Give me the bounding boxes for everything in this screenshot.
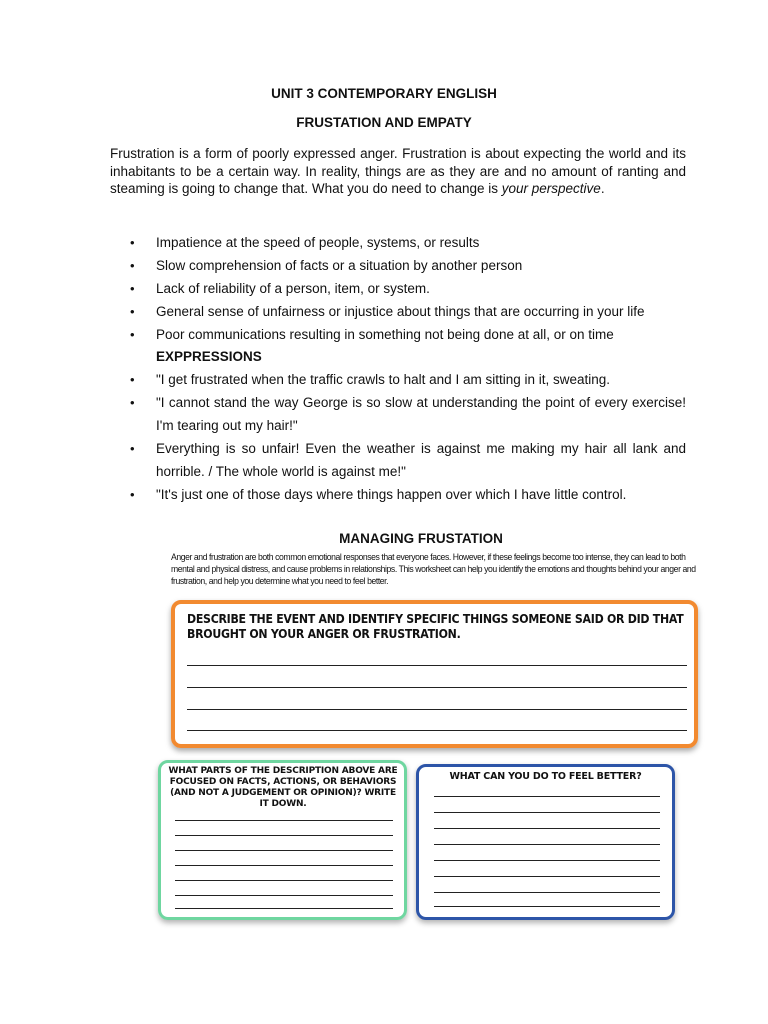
writing-line[interactable] (175, 835, 393, 836)
writing-line[interactable] (434, 860, 660, 861)
topic-title: FRUSTATION AND EMPATY (296, 115, 472, 130)
writing-line[interactable] (434, 876, 660, 877)
facts-prompt: WHAT PARTS OF THE DESCRIPTION ABOVE ARE FOCUSED ON FACTS, ACTIONS, OR BEHAVIORS (AND NOT A JUDGEMENT OR OPINION)? WRITE IT DOWN. (168, 766, 398, 809)
writing-line[interactable] (434, 828, 660, 829)
writing-line[interactable] (175, 850, 393, 851)
list-item: • "It's just one of those days where things happen over which I have little control. (130, 483, 686, 506)
writing-line[interactable] (434, 906, 660, 907)
writing-line[interactable] (175, 895, 393, 896)
writing-line[interactable] (175, 880, 393, 881)
list-item: • "I get frustrated when the traffic crawls to halt and I am sitting in it, sweating. (130, 368, 686, 391)
list-item: • Impatience at the speed of people, systems, or results (130, 231, 686, 254)
writing-line[interactable] (434, 844, 660, 845)
writing-line[interactable] (187, 665, 687, 666)
describe-event-box (171, 600, 698, 748)
list-item: • Everything is so unfair! Even the weather is against me making my hair all lank and horrible. / The whole world is against me!" (130, 437, 686, 483)
intro-text: Frustration is a form of poorly expressed anger. Frustration is about expecting the world and its inhabitants to be a certain way. In reality, things are as they are and no amount of ranting and steaming is going to change that. What you do need to change is (110, 146, 686, 196)
causes-list (130, 231, 686, 346)
list-item: • Poor communications resulting in something not being done at all, or on time (130, 323, 686, 346)
intro-paragraph (110, 145, 686, 198)
list-item: • Lack of reliability of a person, item, or system. (130, 277, 686, 300)
list-item: • General sense of unfairness or injustice about things that are occurring in your life (130, 300, 686, 323)
writing-line[interactable] (187, 687, 687, 688)
list-item: • "I cannot stand the way George is so slow at understanding the point of every exercise! I'm tearing out my hair!" (130, 391, 686, 437)
unit-title: UNIT 3 CONTEMPORARY ENGLISH (271, 86, 497, 101)
writing-line[interactable] (434, 796, 660, 797)
writing-line[interactable] (187, 730, 687, 731)
feel-better-prompt: WHAT CAN YOU DO TO FEEL BETTER? (449, 771, 642, 782)
feel-better-box (416, 764, 675, 920)
expressions-heading: EXPPRESSIONS (156, 349, 262, 364)
expressions-list (130, 368, 686, 506)
writing-line[interactable] (434, 892, 660, 893)
writing-line[interactable] (175, 908, 393, 909)
intro-emphasis: your perspective (501, 181, 601, 196)
writing-line[interactable] (175, 820, 393, 821)
writing-line[interactable] (175, 865, 393, 866)
intro-end: . (600, 181, 605, 196)
managing-note: Anger and frustration are both common emotional responses that everyone faces. However, if these feelings become too intense, they can lead to both mental and physical distress, and cause problems in relationships. This worksheet can help you identify the emotions and thoughts behind your anger and frustration, and help you determine what you need to feel better. (171, 551, 696, 586)
list-item: • Slow comprehension of facts or a situation by another person (130, 254, 686, 277)
facts-box (158, 760, 407, 920)
managing-heading: MANAGING FRUSTATION (339, 531, 503, 546)
describe-event-prompt: DESCRIBE THE EVENT AND IDENTIFY SPECIFIC THINGS SOMEONE SAID OR DID THAT BROUGHT ON YOUR ANGER OR FRUSTRATION. (187, 612, 684, 641)
writing-line[interactable] (187, 709, 687, 710)
writing-line[interactable] (434, 812, 660, 813)
